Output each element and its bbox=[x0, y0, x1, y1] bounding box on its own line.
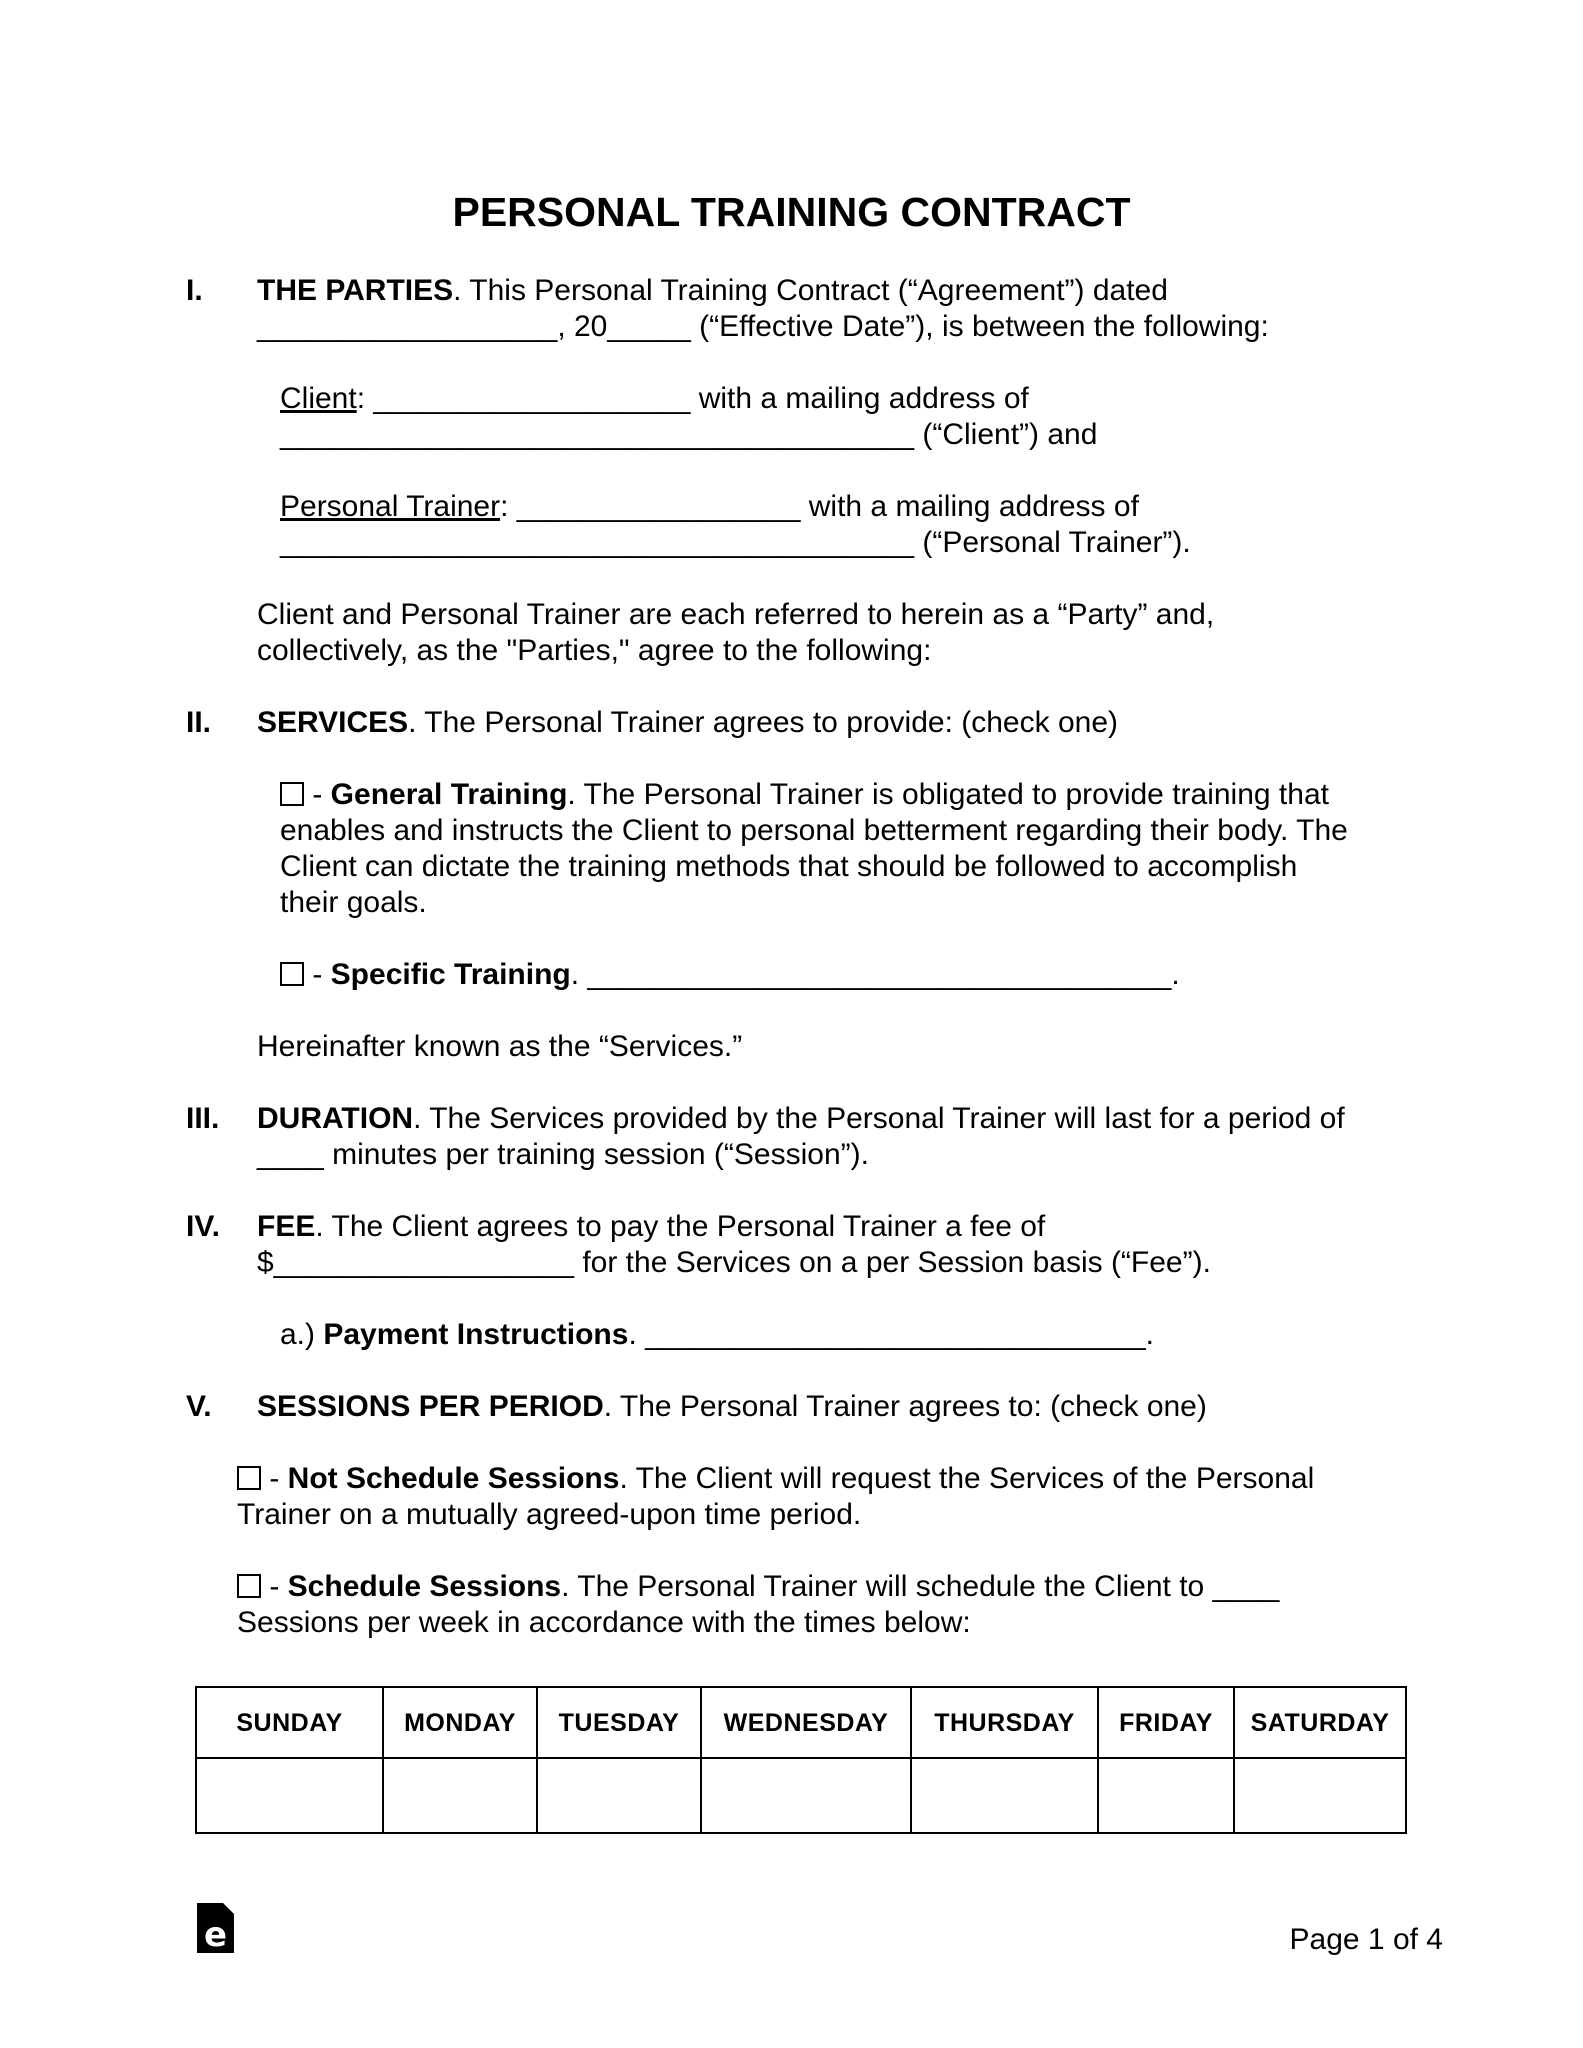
dash-separator: - bbox=[304, 958, 331, 991]
section-duration bbox=[186, 1101, 1523, 1173]
schedule-entry-row bbox=[196, 1758, 1406, 1833]
client-name-blank: : ___________________ with a mailing address of bbox=[356, 382, 1029, 415]
section-fee bbox=[186, 1209, 1523, 1353]
schedule-label: Schedule Sessions bbox=[287, 1570, 562, 1603]
paragraph-referred bbox=[257, 597, 1523, 669]
schedule-cell-sunday[interactable] bbox=[196, 1758, 383, 1833]
not-schedule-label: Not Schedule Sessions bbox=[287, 1462, 620, 1495]
general-training-text: . The Personal Trainer is obligated to provide training that bbox=[567, 778, 1329, 811]
schedule-cell-tuesday[interactable] bbox=[537, 1758, 701, 1833]
section-text: . The Personal Trainer agrees to provide: (check one) bbox=[408, 706, 1118, 739]
duration-minutes-blank: ____ minutes per training session (“Session”). bbox=[257, 1138, 869, 1171]
dash-separator: - bbox=[304, 778, 331, 811]
not-schedule-checkbox-icon[interactable] bbox=[237, 1466, 261, 1490]
date-blank-line: __________________, 20_____ (“Effective Date”), is between the following: bbox=[257, 310, 1269, 343]
column-header-friday: FRIDAY bbox=[1098, 1687, 1234, 1758]
section-services bbox=[186, 705, 1523, 1065]
client-address-blank: ______________________________________ (“Client”) and bbox=[280, 418, 1098, 451]
section-text: . The Services provided by the Personal Trainer will last for a period of bbox=[413, 1102, 1345, 1135]
specific-training-checkbox-icon[interactable] bbox=[280, 962, 304, 986]
section-number: V. bbox=[186, 1390, 212, 1423]
column-header-saturday: SATURDAY bbox=[1234, 1687, 1406, 1758]
section-number: II. bbox=[186, 706, 212, 739]
section-heading: THE PARTIES bbox=[257, 274, 454, 307]
paragraph-client bbox=[280, 381, 1523, 453]
page-title: PERSONAL TRAINING CONTRACT bbox=[452, 189, 1131, 235]
section-number: IV. bbox=[186, 1210, 220, 1243]
not-schedule-text: Trainer on a mutually agreed-upon time period. bbox=[237, 1498, 862, 1531]
column-header-wednesday: WEDNESDAY bbox=[701, 1687, 911, 1758]
folded-corner-icon bbox=[223, 1903, 234, 1914]
column-header-thursday: THURSDAY bbox=[911, 1687, 1098, 1758]
section-heading: SESSIONS PER PERIOD bbox=[257, 1390, 604, 1423]
schedule-cell-saturday[interactable] bbox=[1234, 1758, 1406, 1833]
trainer-label: Personal Trainer bbox=[280, 490, 501, 523]
eforms-logo-icon bbox=[197, 1903, 234, 1953]
section-number: I. bbox=[186, 274, 203, 307]
section-heading: DURATION bbox=[257, 1102, 414, 1135]
section-text: . This Personal Training Contract (“Agreement”) dated bbox=[453, 274, 1168, 307]
paragraph-general-training bbox=[280, 777, 1523, 921]
general-training-text: their goals. bbox=[280, 886, 427, 919]
paragraph-specific-training bbox=[280, 957, 1523, 993]
dash-separator: - bbox=[261, 1462, 288, 1495]
contract-body bbox=[186, 273, 1523, 1834]
schedule-text: . The Personal Trainer will schedule the Client to ____ bbox=[561, 1570, 1280, 1603]
hereinafter-text: Hereinafter known as the “Services.” bbox=[257, 1030, 743, 1063]
general-training-checkbox-icon[interactable] bbox=[280, 782, 304, 806]
specific-training-label: Specific Training bbox=[330, 958, 571, 991]
paragraph-fee bbox=[257, 1209, 1523, 1281]
column-header-monday: MONDAY bbox=[383, 1687, 537, 1758]
weekly-schedule-table bbox=[195, 1686, 1407, 1834]
section-heading: SERVICES bbox=[257, 706, 409, 739]
referred-line: Client and Personal Trainer are each referred to herein as a “Party” and, bbox=[257, 598, 1215, 631]
paragraph-schedule bbox=[237, 1569, 1523, 1641]
schedule-cell-thursday[interactable] bbox=[911, 1758, 1098, 1833]
section-number: III. bbox=[186, 1102, 220, 1135]
trainer-name-blank: : _________________ with a mailing address of bbox=[500, 490, 1139, 523]
referred-line: collectively, as the "Parties," agree to the following: bbox=[257, 634, 932, 667]
schedule-header-row bbox=[196, 1687, 1406, 1758]
payment-instructions-blank: . ______________________________. bbox=[628, 1318, 1154, 1351]
section-parties bbox=[186, 273, 1523, 669]
payment-instructions-label: Payment Instructions bbox=[323, 1318, 629, 1351]
paragraph-hereinafter bbox=[257, 1029, 1523, 1065]
general-training-label: General Training bbox=[330, 778, 568, 811]
schedule-text: Sessions per week in accordance with the times below: bbox=[237, 1606, 971, 1639]
payment-prefix: a.) bbox=[280, 1318, 324, 1351]
general-training-text: enables and instructs the Client to personal betterment regarding their body. The bbox=[280, 814, 1348, 847]
general-training-text: Client can dictate the training methods that should be followed to accomplish bbox=[280, 850, 1298, 883]
schedule-cell-wednesday[interactable] bbox=[701, 1758, 911, 1833]
paragraph-sessions-heading bbox=[257, 1389, 1523, 1425]
client-label: Client bbox=[280, 382, 357, 415]
page-number: Page 1 of 4 bbox=[1289, 1923, 1443, 1956]
fee-amount-blank: $__________________ for the Services on a per Session basis (“Fee”). bbox=[257, 1246, 1211, 1279]
column-header-sunday: SUNDAY bbox=[196, 1687, 383, 1758]
section-sessions bbox=[186, 1389, 1523, 1425]
schedule-cell-monday[interactable] bbox=[383, 1758, 537, 1833]
section-text: . The Client agrees to pay the Personal Trainer a fee of bbox=[315, 1210, 1046, 1243]
section-text: . The Personal Trainer agrees to: (check one) bbox=[603, 1390, 1207, 1423]
schedule-cell-friday[interactable] bbox=[1098, 1758, 1234, 1833]
paragraph-trainer bbox=[280, 489, 1523, 561]
paragraph-duration bbox=[257, 1101, 1523, 1173]
dash-separator: - bbox=[261, 1570, 288, 1603]
paragraph-parties bbox=[257, 273, 1523, 345]
paragraph-not-schedule bbox=[237, 1461, 1523, 1533]
paragraph-services-heading bbox=[257, 705, 1523, 741]
trainer-address-blank: ______________________________________ (“Personal Trainer”). bbox=[280, 526, 1191, 559]
column-header-tuesday: TUESDAY bbox=[537, 1687, 701, 1758]
schedule-checkbox-icon[interactable] bbox=[237, 1574, 261, 1598]
not-schedule-text: . The Client will request the Services of the Personal bbox=[619, 1462, 1315, 1495]
section-heading: FEE bbox=[257, 1210, 316, 1243]
paragraph-payment-instructions bbox=[280, 1317, 1523, 1353]
logo-letter: e bbox=[203, 1915, 228, 1955]
specific-training-blank: . ___________________________________. bbox=[570, 958, 1180, 991]
